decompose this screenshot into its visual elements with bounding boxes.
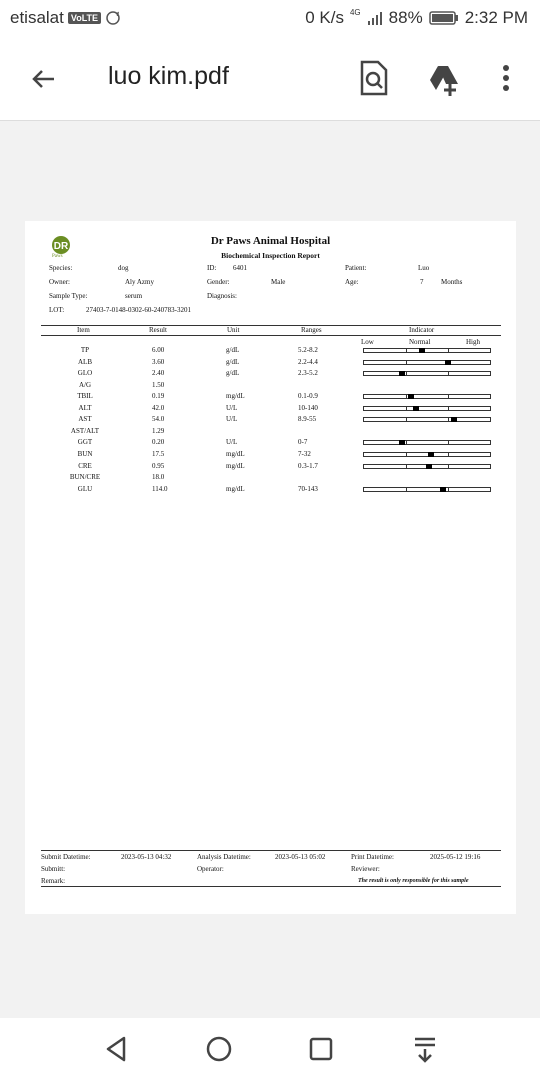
analysis-datetime-label: Analysis Datetime: <box>197 853 251 861</box>
indicator-divider <box>406 441 407 444</box>
indicator-bar <box>363 452 491 457</box>
table-cell-item: GLO <box>77 369 93 377</box>
indicator-marker <box>399 371 405 376</box>
more-options-icon[interactable] <box>494 60 518 96</box>
indicator-divider <box>406 407 407 410</box>
disclaimer-text: The result is only responsible for this sample <box>358 878 469 884</box>
app-bar <box>0 36 540 121</box>
logo-text: Paws <box>52 254 63 259</box>
indicator-high: High <box>466 338 480 346</box>
footer-bottom-rule <box>41 886 501 887</box>
network-speed: 0 K/s <box>305 8 344 27</box>
lot-value: 27403-7-0148-0302-60-240783-3201 <box>86 306 191 314</box>
indicator-marker <box>413 406 419 411</box>
table-cell-range: 10-140 <box>298 404 318 412</box>
indicator-marker <box>408 394 414 399</box>
footer-top-rule <box>41 850 501 851</box>
table-cell-item: BUN <box>77 450 93 458</box>
table-cell-unit: mg/dL <box>226 485 245 493</box>
indicator-divider <box>406 349 407 352</box>
age-label: Age: <box>345 278 359 286</box>
indicator-divider <box>448 395 449 398</box>
owner-value: Aly Azmy <box>125 278 154 286</box>
table-cell-item: CRE <box>78 462 92 470</box>
col-unit: Unit <box>227 326 240 334</box>
indicator-divider <box>406 465 407 468</box>
table-cell-range: 2.2-4.4 <box>298 358 318 366</box>
indicator-bar <box>363 487 491 492</box>
remark-label: Remark: <box>41 877 66 885</box>
indicator-marker <box>419 348 425 353</box>
table-cell-result: 17.5 <box>152 450 165 458</box>
table-cell-item: TBIL <box>77 392 93 400</box>
nav-notification-pull-icon[interactable] <box>410 1034 440 1064</box>
indicator-bar <box>363 406 491 411</box>
indicator-divider <box>448 441 449 444</box>
table-cell-result: 0.95 <box>152 462 165 470</box>
indicator-divider <box>448 349 449 352</box>
id-value: 6401 <box>233 264 247 272</box>
sync-icon <box>105 10 121 26</box>
lot-label: LOT: <box>49 306 65 314</box>
table-cell-unit: g/dL <box>226 358 240 366</box>
svg-text:DR: DR <box>53 241 69 252</box>
indicator-marker <box>451 417 457 422</box>
table-cell-result: 54.0 <box>152 415 165 423</box>
table-cell-item: TP <box>80 346 90 354</box>
submitter-label: Submitt: <box>41 865 66 873</box>
indicator-marker <box>399 440 405 445</box>
owner-label: Owner: <box>49 278 70 286</box>
battery-percent: 88% <box>388 8 423 27</box>
add-to-drive-icon[interactable] <box>428 60 460 96</box>
indicator-divider <box>448 372 449 375</box>
nav-home-icon[interactable] <box>204 1034 234 1064</box>
back-arrow-icon[interactable] <box>28 64 58 94</box>
nav-back-icon[interactable] <box>102 1034 132 1064</box>
table-cell-result: 1.29 <box>152 427 165 435</box>
indicator-divider <box>406 418 407 421</box>
table-cell-result: 3.60 <box>152 358 165 366</box>
patient-value: Luo <box>418 264 430 272</box>
table-cell-unit: U/L <box>226 415 238 423</box>
submit-datetime-label: Submit Datetime: <box>41 853 91 861</box>
print-datetime-label: Print Datetime: <box>351 853 394 861</box>
table-cell-range: 2.3-5.2 <box>298 369 318 377</box>
table-cell-item: GGT <box>77 438 93 446</box>
gender-label: Gender: <box>207 278 230 286</box>
table-cell-item: ALB <box>78 358 92 366</box>
indicator-marker <box>428 452 434 457</box>
indicator-divider <box>406 361 407 364</box>
col-item: Item <box>77 326 90 334</box>
carrier-label: etisalat <box>10 8 64 27</box>
indicator-divider <box>448 453 449 456</box>
indicator-divider <box>406 372 407 375</box>
table-cell-unit: U/L <box>226 404 238 412</box>
table-cell-result: 18.0 <box>152 473 165 481</box>
table-cell-range: 0.3-1.7 <box>298 462 318 470</box>
table-cell-unit: g/dL <box>226 369 240 377</box>
table-cell-result: 6.00 <box>152 346 165 354</box>
table-cell-item: ALT <box>78 404 92 412</box>
submit-datetime-value: 2023-05-13 04:32 <box>121 853 172 861</box>
pdf-page <box>25 221 516 914</box>
indicator-bar <box>363 464 491 469</box>
signal-icon <box>367 10 383 26</box>
age-unit: Months <box>441 278 463 286</box>
table-cell-unit: g/dL <box>226 346 240 354</box>
table-cell-item: AST/ALT <box>70 427 100 435</box>
table-cell-item: GLU <box>77 485 93 493</box>
col-result: Result <box>149 326 167 334</box>
indicator-marker <box>426 464 432 469</box>
clock: 2:32 PM <box>464 8 528 27</box>
operator-label: Operator: <box>197 865 224 873</box>
table-cell-item: A/G <box>78 381 92 389</box>
indicator-low: Low <box>361 338 374 346</box>
table-cell-item: BUN/CRE <box>69 473 101 481</box>
hospital-name: Dr Paws Animal Hospital <box>210 235 331 247</box>
table-cell-result: 42.0 <box>152 404 165 412</box>
diagnosis-label: Diagnosis: <box>207 292 237 300</box>
report-subtitle: Biochemical Inspection Report <box>221 251 320 260</box>
document-title: luo kim.pdf <box>108 62 229 90</box>
table-cell-range: 8.9-55 <box>298 415 317 423</box>
indicator-divider <box>448 465 449 468</box>
table-cell-result: 2.40 <box>152 369 165 377</box>
pdf-viewer[interactable] <box>0 121 540 1018</box>
sample-value: serum <box>125 292 143 300</box>
indicator-divider <box>448 488 449 491</box>
navigation-bar <box>0 1018 540 1080</box>
table-cell-range: 70-143 <box>298 485 318 493</box>
indicator-divider <box>448 418 449 421</box>
battery-icon <box>429 10 459 26</box>
table-cell-range: 5.2-8.2 <box>298 346 318 354</box>
table-cell-range: 0.1-0.9 <box>298 392 318 400</box>
indicator-divider <box>406 453 407 456</box>
table-cell-result: 0.19 <box>152 392 165 400</box>
table-cell-result: 1.50 <box>152 381 165 389</box>
indicator-bar <box>363 394 491 399</box>
indicator-bar <box>363 348 491 353</box>
table-cell-unit: U/L <box>226 438 238 446</box>
indicator-divider <box>406 395 407 398</box>
indicator-bar <box>363 417 491 422</box>
species-label: Species: <box>49 264 73 272</box>
indicator-bar <box>363 440 491 445</box>
gender-value: Male <box>271 278 286 286</box>
indicator-marker <box>440 487 446 492</box>
print-datetime-value: 2025-05-12 19:16 <box>430 853 481 861</box>
network-type: 4G <box>349 7 361 17</box>
col-ranges: Ranges <box>301 326 322 334</box>
table-cell-unit: mg/dL <box>226 450 245 458</box>
table-cell-result: 114.0 <box>152 485 168 493</box>
search-document-icon[interactable] <box>358 60 390 96</box>
table-cell-range: 7-32 <box>298 450 311 458</box>
volte-badge: VoLTE <box>68 12 101 24</box>
reviewer-label: Reviewer: <box>351 865 380 873</box>
species-value: dog <box>118 264 129 272</box>
id-label: ID: <box>207 264 217 272</box>
status-bar <box>0 0 540 36</box>
patient-label: Patient: <box>345 264 367 272</box>
indicator-normal: Normal <box>409 338 431 346</box>
sample-label: Sample Type: <box>49 292 88 300</box>
table-cell-unit: mg/dL <box>226 392 245 400</box>
table-cell-result: 0.20 <box>152 438 165 446</box>
col-indicator: Indicator <box>409 326 435 334</box>
table-cell-unit: mg/dL <box>226 462 245 470</box>
table-cell-range: 0-7 <box>298 438 308 446</box>
nav-recents-icon[interactable] <box>306 1034 336 1064</box>
indicator-divider <box>448 407 449 410</box>
indicator-bar <box>363 360 491 365</box>
table-header-rule <box>41 335 501 336</box>
age-value: 7 <box>420 278 424 286</box>
indicator-divider <box>406 488 407 491</box>
indicator-marker <box>445 360 451 365</box>
table-cell-item: AST <box>78 415 92 423</box>
indicator-bar <box>363 371 491 376</box>
analysis-datetime-value: 2023-05-13 05:02 <box>275 853 326 861</box>
